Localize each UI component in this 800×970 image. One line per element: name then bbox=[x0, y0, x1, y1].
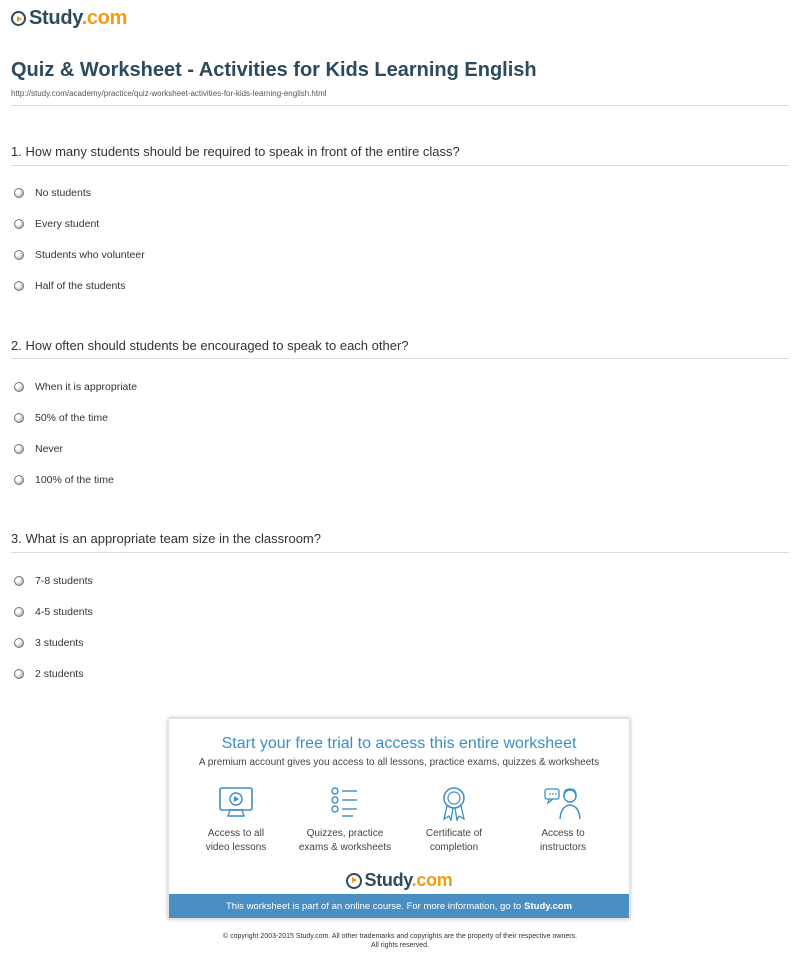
divider bbox=[11, 358, 789, 359]
question-3-options bbox=[14, 565, 414, 689]
answer-option[interactable]: 3 students bbox=[14, 627, 414, 658]
answer-option[interactable]: Students who volunteer bbox=[14, 239, 414, 270]
answer-option[interactable]: No students bbox=[14, 177, 414, 208]
answer-option[interactable]: Every student bbox=[14, 208, 414, 239]
answer-option[interactable]: 50% of the time bbox=[14, 402, 414, 433]
answer-option[interactable]: 7-8 students bbox=[14, 565, 414, 596]
radio-button[interactable] bbox=[14, 382, 24, 392]
question-3: 3. What is an appropriate team size in the classroom? bbox=[11, 531, 321, 546]
play-logo-icon bbox=[346, 873, 362, 889]
video-lesson-icon bbox=[216, 785, 256, 821]
answer-option[interactable]: When it is appropriate bbox=[14, 371, 414, 402]
feature-instructors: Access to instructors bbox=[508, 785, 618, 855]
promo-footer-bar: This worksheet is part of an online course. For more information, go to Study.com bbox=[169, 894, 629, 918]
radio-button[interactable] bbox=[14, 607, 24, 617]
page-url: http://study.com/academy/practice/quiz-worksheet-activities-for-kids-learning-english.html bbox=[11, 89, 327, 98]
answer-option[interactable]: 100% of the time bbox=[14, 464, 414, 495]
instructor-icon bbox=[543, 785, 583, 821]
answer-option[interactable]: Never bbox=[14, 433, 414, 464]
feature-quizzes: Quizzes, practice exams & worksheets bbox=[290, 785, 400, 855]
answer-option[interactable]: 4-5 students bbox=[14, 596, 414, 627]
free-trial-promo bbox=[168, 718, 630, 919]
divider bbox=[11, 105, 789, 106]
radio-button[interactable] bbox=[14, 444, 24, 454]
radio-button[interactable] bbox=[14, 250, 24, 260]
question-1: 1. How many students should be required to speak in front of the entire class? bbox=[11, 144, 460, 159]
copyright-notice: © copyright 2003-2015 Study.com. All other trademarks and copyrights are the property of their respective owners. All rights reserved. bbox=[222, 933, 578, 949]
study-com-link[interactable]: Study.com bbox=[524, 900, 573, 912]
radio-button[interactable] bbox=[14, 413, 24, 423]
radio-button[interactable] bbox=[14, 576, 24, 586]
radio-button[interactable] bbox=[14, 281, 24, 291]
answer-option[interactable]: Half of the students bbox=[14, 270, 414, 301]
quiz-list-icon bbox=[325, 785, 365, 821]
promo-study-logo[interactable]: Study.com bbox=[169, 870, 629, 891]
radio-button[interactable] bbox=[14, 669, 24, 679]
promo-title[interactable]: Start your free trial to access this entire worksheet bbox=[221, 735, 577, 752]
feature-certificate: Certificate of completion bbox=[399, 785, 509, 855]
certificate-icon bbox=[434, 785, 474, 821]
feature-video-lessons: Access to all video lessons bbox=[181, 785, 291, 855]
radio-button[interactable] bbox=[14, 188, 24, 198]
question-2-options bbox=[14, 371, 414, 495]
play-logo-icon bbox=[11, 11, 26, 26]
radio-button[interactable] bbox=[14, 475, 24, 485]
page-title: Quiz & Worksheet - Activities for Kids Learning English bbox=[11, 59, 537, 81]
divider bbox=[11, 165, 789, 166]
question-2: 2. How often should students be encouraged to speak to each other? bbox=[11, 338, 409, 353]
divider bbox=[11, 552, 789, 553]
promo-subtitle: A premium account gives you access to all lessons, practice exams, quizzes & worksheets bbox=[198, 757, 600, 768]
radio-button[interactable] bbox=[14, 219, 24, 229]
study-logo[interactable]: Study.com bbox=[11, 7, 127, 30]
answer-option[interactable]: 2 students bbox=[14, 658, 414, 689]
question-1-options bbox=[14, 177, 414, 301]
radio-button[interactable] bbox=[14, 638, 24, 648]
